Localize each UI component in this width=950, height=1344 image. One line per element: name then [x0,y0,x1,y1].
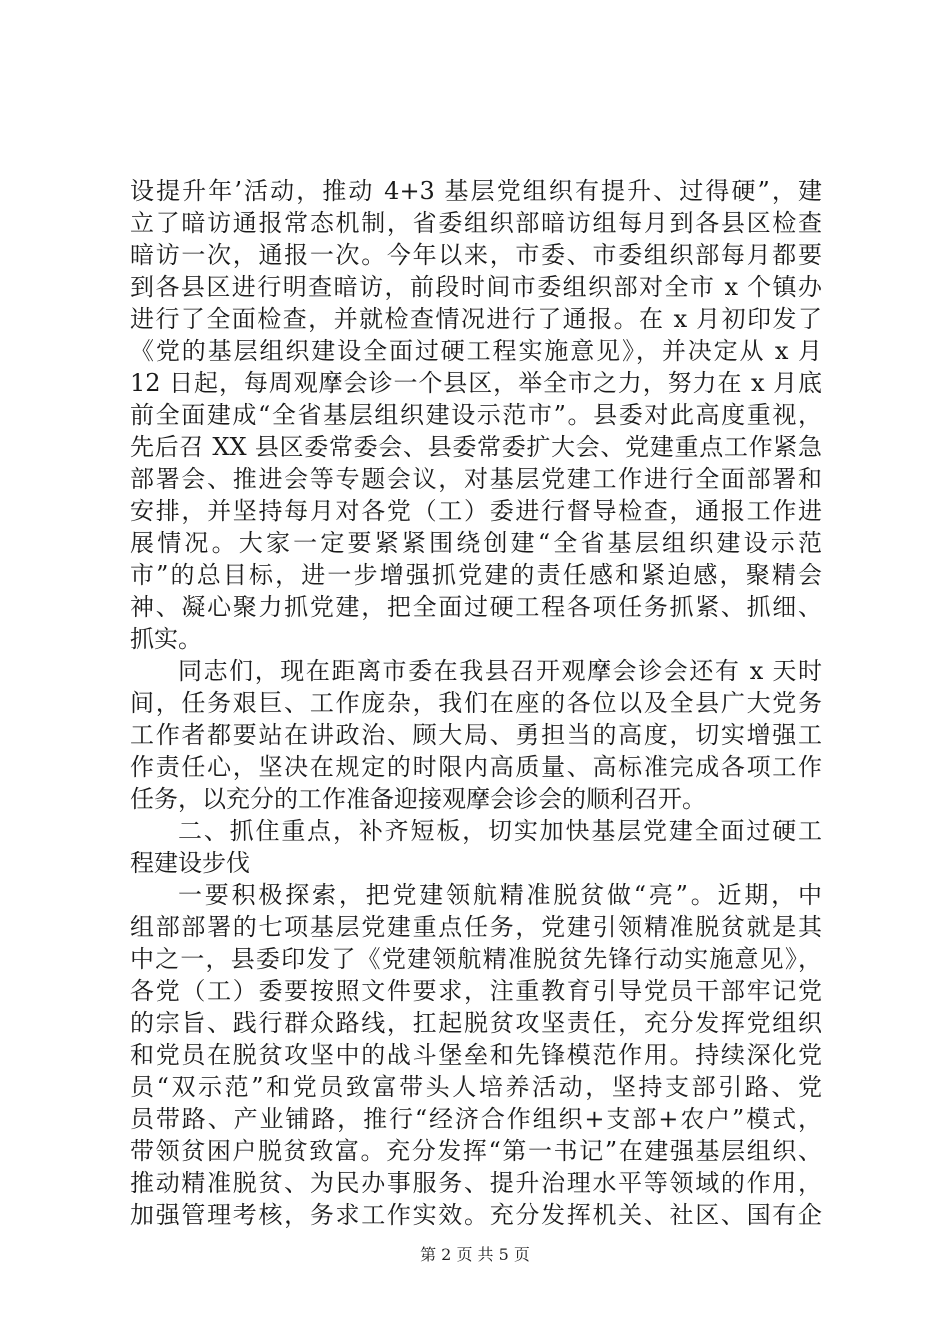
body-line: 展情况。大家一定要紧紧围绕创建“全省基层组织建设示范 [130,529,822,557]
body-line: 间，任务艰巨、工作庞杂，我们在座的各位以及全县广大党务 [130,689,822,717]
body-line: 推动精准脱贫、为民办事服务、提升治理水平等领域的作用， [130,1169,822,1197]
section-heading-continuation: 程建设步伐 [130,849,250,877]
page-number-footer: 第 2 页 共 5 页 [420,1245,530,1264]
body-line: 先后召 XX 县区委常委会、县委常委扩大会、党建重点工作紧急 [130,433,822,461]
body-line: 到各县区进行明查暗访，前段时间市委组织部对全市 x 个镇办 [130,273,822,301]
body-line: 市”的总目标，进一步增强抓党建的责任感和紧迫感，聚精会 [130,561,822,589]
body-line: 的宗旨、践行群众路线，扛起脱贫攻坚责任，充分发挥党组织 [130,1009,822,1037]
body-line: 中之一，县委印发了《党建领航精准脱贫先锋行动实施意见》， [130,945,822,973]
body-line: 员“双示范”和党员致富带头人培养活动，坚持支部引路、党 [130,1073,822,1101]
body-line: 工作者都要站在讲政治、顾大局、勇担当的高度，切实增强工 [130,721,822,749]
body-line: 神、凝心聚力抓党建，把全面过硬工程各项任务抓紧、抓细、 [130,593,822,621]
paragraph-first-line: 一要积极探索，把党建领航精准脱贫做“亮”。近期，中 [178,881,822,909]
body-line: 《党的基层组织建设全面过硬工程实施意见》，并决定从 x 月 [130,337,822,365]
body-line: 抓实。 [130,625,202,653]
body-line: 各党（工）委要按照文件要求，注重教育引导党员干部牢记党 [130,977,822,1005]
body-line: 安排，并坚持每月对各党（工）委进行督导检查，通报工作进 [130,497,822,525]
body-line: 加强管理考核，务求工作实效。充分发挥机关、社区、国有企 [130,1201,822,1229]
body-line: 部署会、推进会等专题会议，对基层党建工作进行全面部署和 [130,465,822,493]
body-line: 任务，以充分的工作准备迎接观摩会诊会的顺利召开。 [130,785,706,813]
body-line: 作责任心，坚决在规定的时限内高质量、高标准完成各项工作 [130,753,822,781]
body-line: 暗访一次，通报一次。今年以来，市委、市委组织部每月都要 [130,241,822,269]
paragraph-first-line: 同志们，现在距离市委在我县召开观摩会诊会还有 x 天时 [178,657,822,685]
body-line: 进行了全面检查，并就检查情况进行了通报。在 x 月初印发了 [130,305,822,333]
body-line: 带领贫困户脱贫致富。充分发挥“第一书记”在建强基层组织、 [130,1137,822,1165]
body-line: 12 日起，每周观摩会诊一个县区，举全市之力，努力在 x 月底 [130,369,822,397]
body-line: 组部部署的七项基层党建重点任务，党建引领精准脱贫就是其 [130,913,822,941]
section-heading: 二、抓住重点，补齐短板，切实加快基层党建全面过硬工 [178,817,822,845]
body-line: 前全面建成“全省基层组织建设示范市”。县委对此高度重视， [130,401,822,429]
body-line: 员带路、产业铺路，推行“经济合作组织+支部+农户”模式， [130,1105,822,1133]
body-line: 设提升年’活动，推动 4+3 基层党组织有提升、过得硬”，建 [130,177,822,205]
body-line: 立了暗访通报常态机制，省委组织部暗访组每月到各县区检查 [130,209,822,237]
body-line: 和党员在脱贫攻坚中的战斗堡垒和先锋模范作用。持续深化党 [130,1041,822,1069]
